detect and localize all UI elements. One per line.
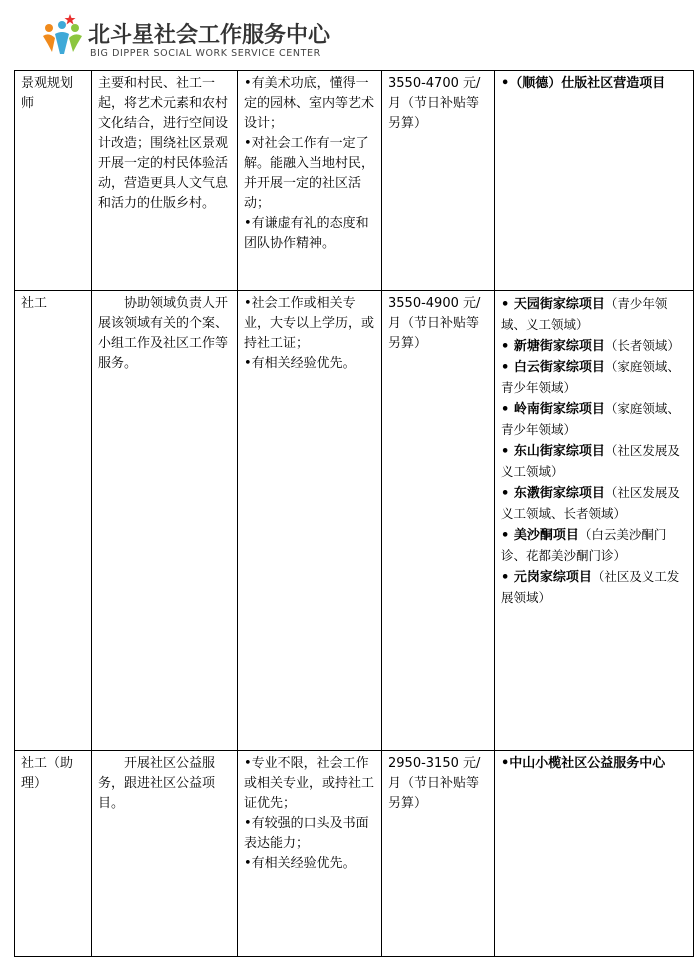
project-name: •中山小榄社区公益服务中心 <box>501 756 666 771</box>
job-title: 社工 <box>15 291 92 751</box>
project-desc: （社区及义工发展领域） <box>501 569 680 605</box>
job-duty: 开展社区公益服务，跟进社区公益项目。 <box>92 751 238 957</box>
job-requirements <box>238 291 382 751</box>
project-name: 天园街家综项目 <box>513 297 605 312</box>
list-item: • 美沙酮项目（白云美沙酮门诊、花都美沙酮门诊） <box>501 527 667 563</box>
job-title: 社工（助理） <box>15 751 92 957</box>
project-desc: （白云美沙酮门诊、花都美沙酮门诊） <box>501 527 667 563</box>
project-desc: （长者领域） <box>604 338 680 353</box>
job-table <box>14 70 694 957</box>
page-header <box>40 10 460 58</box>
requirement-item: •专业不限，社会工作或相关专业，或持社工证优先； <box>244 756 375 811</box>
job-projects <box>495 751 694 957</box>
project-name: 美沙酮项目 <box>513 528 579 543</box>
job-duty: 协助领域负责人开展该领域有关的个案、小组工作及社区工作等服务。 <box>92 291 238 751</box>
job-title: 景观规划师 <box>15 71 92 291</box>
project-desc: （家庭领域、青少年领域） <box>501 359 680 395</box>
requirement-item: •社会工作或相关专业，大专以上学历，或持社工证； <box>244 296 375 351</box>
project-desc: （社区发展及义工领域） <box>501 443 680 479</box>
project-name: 东山街家综项目 <box>513 444 605 459</box>
job-requirements <box>238 751 382 957</box>
job-requirements <box>238 71 382 291</box>
requirement-item: •有相关经验优先。 <box>244 856 356 871</box>
requirement-item: •有谦虚有礼的态度和团队协作精神。 <box>244 216 369 251</box>
job-projects <box>495 71 694 291</box>
list-item: • 新塘街家综项目（长者领域） <box>501 338 680 354</box>
project-name: 岭南街家综项目 <box>513 402 605 417</box>
org-name-cn: 北斗星社会工作服务中心 <box>88 23 331 48</box>
job-salary: 3550-4700 元/月（节日补贴等另算） <box>382 71 495 291</box>
list-item: • 元岗家综项目（社区及义工发展领域） <box>501 569 680 605</box>
list-item: • 白云街家综项目（家庭领域、青少年领域） <box>501 359 680 395</box>
org-name-en: BIG DIPPER SOCIAL WORK SERVICE CENTER <box>90 48 321 59</box>
requirement-item: •对社会工作有一定了解。能融入当地村民，并开展一定的社区活动； <box>244 136 375 211</box>
requirement-item: •有较强的口头及书面表达能力； <box>244 816 369 851</box>
project-desc: （社区发展及义工领域、长者领域） <box>501 485 680 521</box>
project-desc: （青少年领域、义工领域） <box>501 296 668 332</box>
job-salary: 3550-4900 元/月（节日补贴等另算） <box>382 291 495 751</box>
job-duty: 主要和村民、社工一起，将艺术元素和农村文化结合，进行空间设计改造；围绕社区景观开展一定的村民体验活动，营造更具人文气息和活力的仕版乡村。 <box>92 71 238 291</box>
table-row <box>15 71 694 291</box>
job-projects <box>495 291 694 751</box>
list-item: • 岭南街家综项目（家庭领域、青少年领域） <box>501 401 680 437</box>
list-item: • 东山街家综项目（社区发展及义工领域） <box>501 443 680 479</box>
project-name: 东漖街家综项目 <box>513 486 605 501</box>
table-row <box>15 751 694 957</box>
requirement-item: •有相关经验优先。 <box>244 356 356 371</box>
project-name: •（顺德）仕版社区营造项目 <box>501 76 666 91</box>
requirement-item: •有美术功底，懂得一定的园林、室内等艺术设计； <box>244 76 375 131</box>
project-name: 白云街家综项目 <box>513 360 605 375</box>
project-name: 新塘街家综项目 <box>513 339 605 354</box>
project-desc: （家庭领域、青少年领域） <box>501 401 680 437</box>
table-row <box>15 291 694 751</box>
job-salary: 2950-3150 元/月（节日补贴等另算） <box>382 751 495 957</box>
project-name: 元岗家综项目 <box>513 570 592 585</box>
people-star-logo-icon <box>40 14 86 56</box>
list-item: • 东漖街家综项目（社区发展及义工领域、长者领域） <box>501 485 680 521</box>
list-item: • 天园街家综项目（青少年领域、义工领域） <box>501 296 668 332</box>
